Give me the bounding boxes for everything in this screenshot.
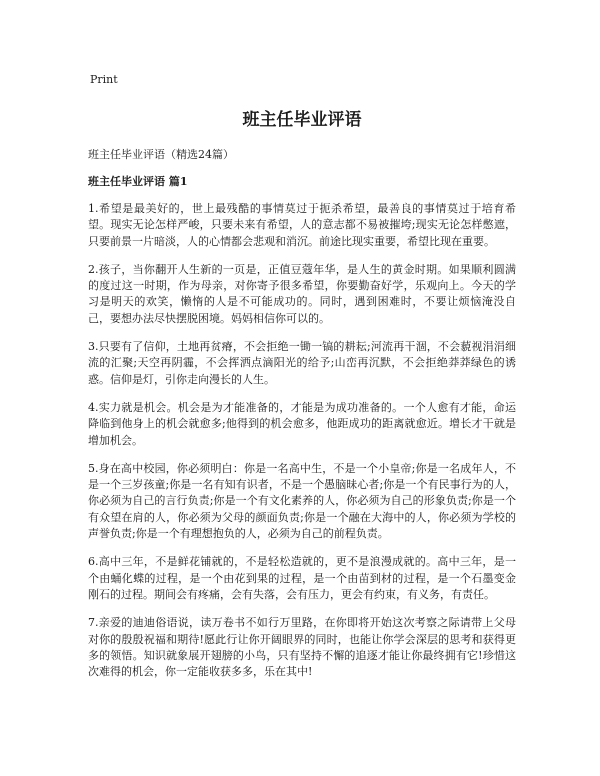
section-heading: 班主任毕业评语 篇1 <box>88 175 188 188</box>
paragraph-3: 3.只要有了信仰，土地再贫瘠，不会拒绝一锄一镐的耕耘;河流再干涸，不会藐视涓涓细流的汇聚;天空再阴霾，不会挥洒点滴阳光的给予;山峦再沉默，不会拒绝莽莽绿色的诱惑。信仰是灯，引你走向漫长的人生。 <box>88 340 516 386</box>
paragraph-7: 7.亲爱的迪迪俗语说，读万卷书不如行万里路，在你即将开始这次考察之际请带上父母对你的殷殷祝福和期待!愿此行让你开阔眼界的同时，也能让你学会深层的思考和获得更多的领悟。知识就象展开翅膀的小鸟，只有坚持不懈的追逐才能让你最终拥有它!珍惜这次难得的机会，你一定能收获多多，乐在其中! <box>88 616 516 679</box>
print-link[interactable]: Print <box>90 73 118 86</box>
document-title: 班主任毕业评语 <box>242 110 362 130</box>
paragraph-6: 6.高中三年，不是鲜花铺就的，不是轻松造就的，更不是浪漫成就的。高中三年，是一个由蛹化蝶的过程，是一个由花到果的过程，是一个由苗到材的过程，是一个石墨变金刚石的过程。期间会有疼痛，会有失落，会有压力，更会有约束，有义务，有责任。 <box>88 555 516 601</box>
paragraph-2: 2.孩子，当你翻开人生新的一页是，正值豆蔻年华，是人生的黄金时期。如果顺利圆满的度过这一时期，作为母亲，对你寄予很多希望，你要勤奋好学，乐观向上。今天的学习是明天的欢笑，懒惰的人是不可能成功的。同时，遇到困难时，不要让烦恼淹没自己，要想办法尽快摆脱困境。妈妈相信你可以的。 <box>88 262 516 325</box>
paragraph-1: 1.希望是最美好的，世上最残酷的事情莫过于扼杀希望，最善良的事情莫过于培育希望。现实无论怎样严峻，只要未来有希望，人的意志都不易被摧垮;现实无论怎样憋遮，只要前景一片暗淡，人的心情都会悲观和消沉。前途比现实重要，希望比现在重要。 <box>88 202 516 248</box>
document-subtitle: 班主任毕业评语（精选24篇） <box>88 148 234 161</box>
paragraph-4: 4.实力就是机会。机会是为才能准备的，才能是为成功准备的。一个人愈有才能，命运降临到他身上的机会就愈多;他得到的机会愈多，他距成功的距离就愈近。增长才干就是增加机会。 <box>88 400 516 447</box>
paragraph-5: 5.身在高中校园，你必须明白：你是一名高中生，不是一个小皇帝;你是一名成年人，不是一个三岁孩童;你是一名有知有识者，不是一个愚脑昧心者;你是一个有民事行为的人，你必须为自己的言行负责;你是一个有文化素养的人，你必须为自己的形象负责;你是一个有众望在肩的人，你必须为父母的颜面负责;你是一个融在大海中的人，你必须为学校的声誉负责;你是一个有理想抱负的人，必须为自己的前程负责。 <box>88 461 516 541</box>
